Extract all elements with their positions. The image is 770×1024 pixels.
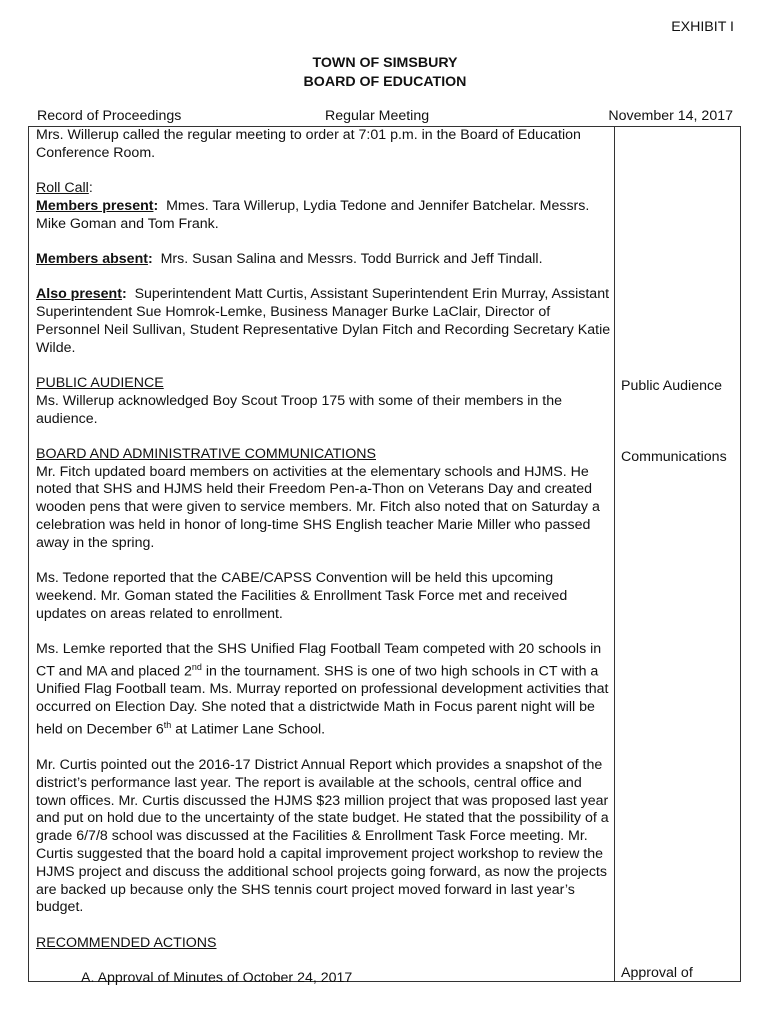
recommended-actions-heading: RECOMMENDED ACTIONS [36,934,217,951]
communications-text-3c: at Latimer Lane School. [171,721,326,738]
members-absent-label: Members absent [36,250,148,267]
exhibit-label: EXHIBIT I [671,19,734,35]
public-audience-section [36,375,611,428]
column-divider [614,127,615,981]
also-present-label: Also present [36,286,122,303]
roll-call-heading: Roll Call [36,180,89,197]
minutes-table [28,126,741,986]
members-absent-text: Mrs. Susan Salina and Messrs. Todd Burrick and Jeff Tindall. [160,250,543,267]
ordinal-suffix: th [163,719,172,730]
also-present-paragraph: Also present: Superintendent Matt Curtis, Assistant Superintendent Erin Murray, Assistant Superintendent Sue Homrok-Lemke, Business Manager Burke LaClair, Director of Personnel Neil Sullivan, Student Representative Dylan Fitch and Recording Secretary Katie Wilde. [36,286,611,356]
communications-text-1: Mr. Fitch updated board members on activities at the elementary schools and HJMS. He noted that SHS and HJMS held their Freedom Pen-a-Thon on Veterans Day and created wooden pens that were given to service members. Mr. Fitch also noted that on Saturday a celebration was held in honor of long-time SHS English teacher Marie Miller who passed away in the spring. [36,463,600,551]
side-label-public-audience: Public Audience [621,378,722,394]
board-title: BOARD OF EDUCATION [303,74,467,90]
roll-call-colon: : [88,180,93,197]
members-present-text: Mmes. Tara Willerup, Lydia Tedone and Jennifer Batchelar. Messrs. Mike Goman and Tom Frank. [36,197,590,232]
minutes-body [36,127,611,988]
roll-call-section: Roll Call: Members present: Mmes. Tara Willerup, Lydia Tedone and Jennifer Batchelar. Messrs. Mike Goman and Tom Frank. [36,180,590,232]
town-title: TOWN OF SIMSBURY [312,55,458,71]
header-meeting-type: Regular Meeting [325,108,430,124]
communications-text-3b: in the tournament. SHS is one of two high schools in CT with a Unified Flag Football team. Ms. Murray reported on professional development activities that occurred on Election Day. She noted that a districtwide Math in Focus parent night will be held on December 6 [36,663,609,738]
communications-paragraph-4: Mr. Curtis pointed out the 2016-17 District Annual Report which provides a snapshot of the district’s performance last year. The report is available at the schools, central office and town offices. Mr. Curtis discussed the HJMS $23 million project that was proposed last year and put on hold due to the uncertainty of the state budget. He stated that the possibility of a grade 6/7/8 school was discussed at the Facilities & Enrollment Task Force meeting. Mr. Curtis suggested that the board hold a capital improvement project workshop to review the HJMS project and discuss the additional school projects going forward, as now the projects are backed up because only the SHS tennis court project moved forward in last year’s budget. [36,756,609,916]
members-absent-paragraph: Members absent: Mrs. Susan Salina and Messrs. Todd Burrick and Jeff Tindall. [36,250,543,267]
communications-paragraph-2: Ms. Tedone reported that the CABE/CAPSS Convention will be held this upcoming weekend. Mr. Goman stated the Facilities & Enrollment Task Force met and received updates on areas related to enrollment. [36,570,568,622]
communications-text-3a: Ms. Lemke reported that the SHS Unified Flag Football Team competed with 20 schools in CT and MA and placed 2 [36,641,602,680]
recommended-item-a: A. Approval of Minutes of October 24, 2017 [81,969,353,986]
side-label-approval: Approval of [621,965,693,981]
public-audience-heading: PUBLIC AUDIENCE [36,374,164,391]
members-present-label: Members present [36,197,154,214]
public-audience-text: Ms. Willerup acknowledged Boy Scout Troop 175 with some of their members in the audience. [36,392,562,427]
communications-paragraph-3 [36,641,611,739]
also-present-text: Superintendent Matt Curtis, Assistant Superintendent Erin Murray, Assistant Superintendent Sue Homrok-Lemke, Business Manager Burke LaClair, Director of Personnel Neil Sullivan, Student Representative Dylan Fitch and Recording Secretary Katie Wilde. [36,286,611,356]
header-date: November 14, 2017 [608,108,733,124]
communications-paragraph-1 [36,446,611,553]
communications-heading: BOARD AND ADMINISTRATIVE COMMUNICATIONS [36,445,376,462]
side-label-communications: Communications [621,449,727,465]
header-record: Record of Proceedings [37,108,182,124]
intro-paragraph: Mrs. Willerup called the regular meeting to order at 7:01 p.m. in the Board of Education Conference Room. [36,127,581,161]
ordinal-suffix: nd [191,661,202,672]
